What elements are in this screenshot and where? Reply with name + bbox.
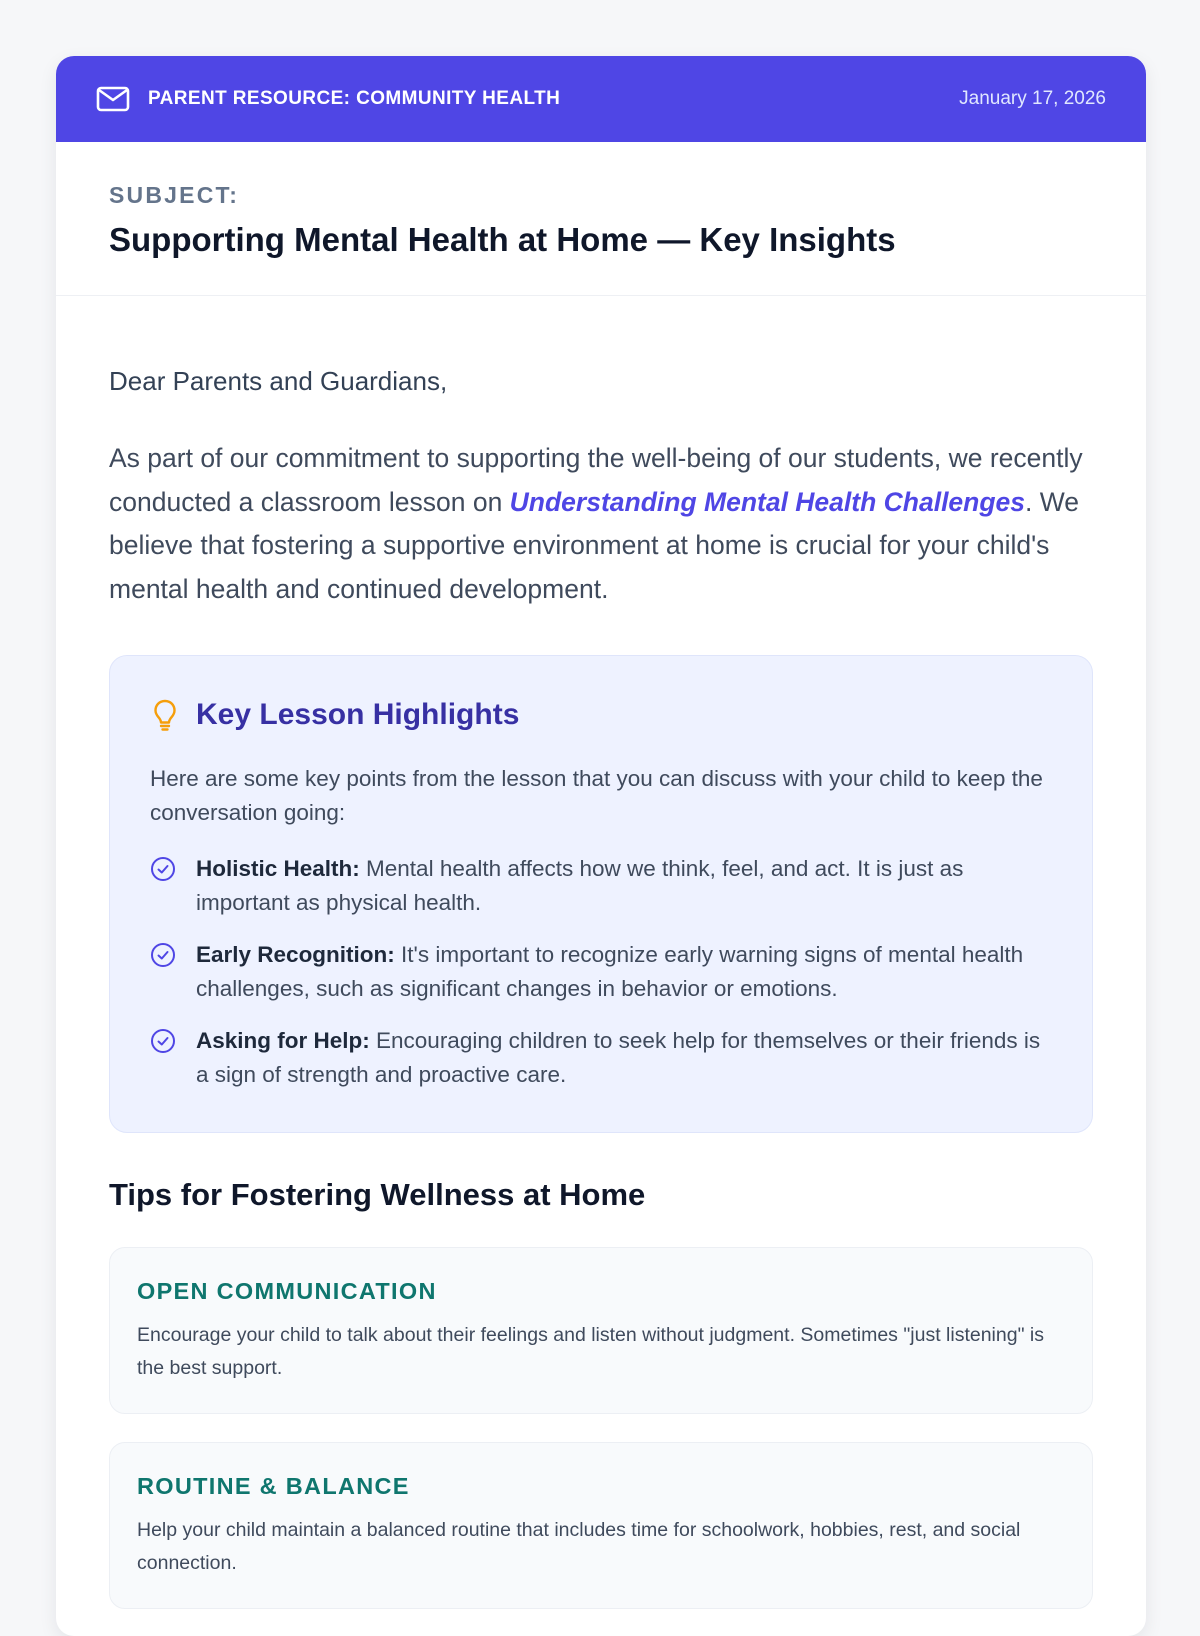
highlights-title: Key Lesson Highlights <box>196 698 520 731</box>
check-circle-icon <box>150 942 176 968</box>
tip-card <box>109 1247 1093 1414</box>
highlight-term: Early Recognition: <box>196 942 395 967</box>
tip-heading: OPEN COMMUNICATION <box>137 1278 437 1304</box>
highlight-detail: Mental health affects how we think, feel, and act. It is just as important as physical health. <box>196 856 964 915</box>
highlight-item <box>150 1024 1052 1092</box>
email-date: January 17, 2026 <box>959 88 1106 109</box>
tip-card <box>109 1442 1093 1609</box>
mail-icon <box>96 85 130 113</box>
tips-section-title: Tips for Fostering Wellness at Home <box>109 1177 646 1212</box>
highlight-text <box>196 1024 1052 1092</box>
highlights-description: Here are some key points from the lesson that you can discuss with your child to keep the conversation going: <box>150 766 1043 825</box>
check-circle-icon <box>150 1028 176 1054</box>
highlight-item <box>150 852 1052 920</box>
highlight-item <box>150 938 1052 1006</box>
tip-text: Encourage your child to talk about their feelings and listen without judgment. Sometimes "just listening" is the best support. <box>137 1324 1044 1379</box>
highlights-list <box>150 852 1052 1092</box>
lesson-name-link[interactable]: Understanding Mental Health Challenges <box>509 486 1026 517</box>
highlight-term: Asking for Help: <box>196 1028 370 1053</box>
subject-block <box>56 142 1146 296</box>
intro-paragraph <box>109 437 1093 611</box>
check-circle-icon <box>150 856 176 882</box>
highlight-text <box>196 938 1052 1006</box>
highlight-detail: It's important to recognize early warning signs of mental health challenges, such as significant changes in behavior or emotions. <box>196 942 1024 1001</box>
intro-text-before: As part of our commitment to supporting the well-being of our students, we recently conducted a classroom lesson on <box>109 443 1083 517</box>
lightbulb-icon <box>150 698 180 732</box>
highlight-detail: Encouraging children to seek help for themselves or their friends is a sign of strength and proactive care. <box>196 1028 1041 1087</box>
greeting: Dear Parents and Guardians, <box>109 366 448 396</box>
highlight-term: Holistic Health: <box>196 856 360 881</box>
resource-label: PARENT RESOURCE: COMMUNITY HEALTH <box>148 88 561 109</box>
key-highlights-box <box>109 655 1093 1133</box>
email-body <box>56 296 1146 1609</box>
subject-title: Supporting Mental Health at Home — Key Insights <box>109 221 896 258</box>
intro-text-after: . We believe that fostering a supportive environment at home is crucial for your child's mental health and continued development. <box>109 486 1080 604</box>
email-card <box>56 56 1146 1636</box>
email-header-banner <box>56 56 1146 142</box>
highlights-header <box>150 698 1052 732</box>
tip-text: Help your child maintain a balanced routine that includes time for schoolwork, hobbies, rest, and social connection. <box>137 1519 1021 1574</box>
subject-tag: SUBJECT: <box>109 182 240 208</box>
highlight-text <box>196 852 1052 920</box>
tip-heading: ROUTINE & BALANCE <box>137 1473 410 1499</box>
